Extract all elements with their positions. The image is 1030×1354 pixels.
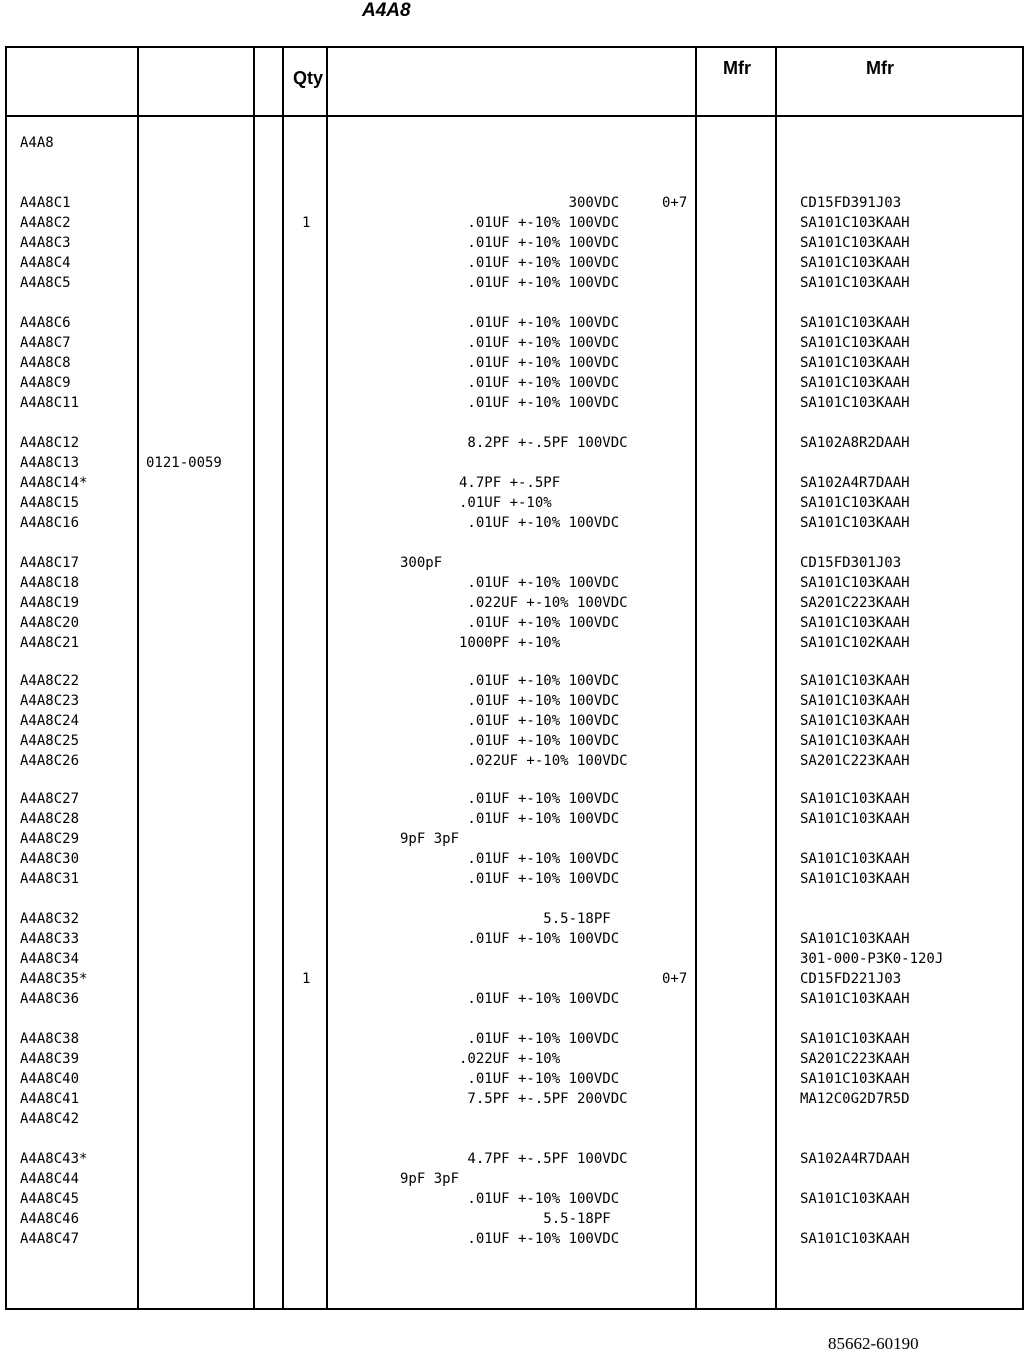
part-ref: A4A8C23 bbox=[20, 693, 80, 709]
table-row bbox=[0, 1230, 1030, 1248]
description: .01UF +-10% 100VDC bbox=[400, 791, 620, 807]
mfr-part-number: SA101C103KAAH bbox=[800, 713, 910, 729]
table-row bbox=[0, 634, 1030, 652]
part-ref: A4A8C17 bbox=[20, 555, 80, 571]
quantity: 1 bbox=[302, 215, 311, 231]
part-ref: A4A8C26 bbox=[20, 753, 80, 769]
mfr-part-number: SA101C103KAAH bbox=[800, 375, 910, 391]
table-row bbox=[0, 274, 1030, 292]
table-row bbox=[0, 910, 1030, 928]
description: .01UF +-10% 100VDC bbox=[400, 1191, 620, 1207]
table-top-border bbox=[5, 46, 1024, 48]
description: 7.5PF +-.5PF 200VDC bbox=[400, 1091, 628, 1107]
column-header-mfr-part: Mfr bbox=[866, 58, 894, 78]
description: .01UF +-10% 100VDC bbox=[400, 733, 620, 749]
description: .01UF +-10% 100VDC bbox=[400, 515, 620, 531]
table-row bbox=[0, 314, 1030, 332]
description: 4.7PF +-.5PF 100VDC bbox=[400, 1151, 628, 1167]
description: .01UF +-10% 100VDC bbox=[400, 235, 620, 251]
mfr-part-number: SA101C103KAAH bbox=[800, 315, 910, 331]
table-row bbox=[0, 990, 1030, 1008]
table-row bbox=[0, 354, 1030, 372]
mfr-part-number: SA101C103KAAH bbox=[800, 235, 910, 251]
table-row bbox=[0, 970, 1030, 988]
mfr-part-number: CD15FD301J03 bbox=[800, 555, 902, 571]
part-ref: A4A8C40 bbox=[20, 1071, 80, 1087]
part-ref: A4A8C22 bbox=[20, 673, 80, 689]
mfr-part-number: SA101C103KAAH bbox=[800, 851, 910, 867]
part-ref: A4A8C16 bbox=[20, 515, 80, 531]
mfr-part-number: SA101C103KAAH bbox=[800, 673, 910, 689]
table-row bbox=[0, 1210, 1030, 1228]
table-row bbox=[0, 1150, 1030, 1168]
description: .01UF +-10% 100VDC bbox=[400, 1231, 620, 1247]
part-ref: A4A8C46 bbox=[20, 1211, 80, 1227]
table-row bbox=[0, 334, 1030, 352]
description: 300VDC bbox=[400, 195, 620, 211]
part-ref: A4A8C13 bbox=[20, 455, 80, 471]
table-row bbox=[0, 1170, 1030, 1188]
mfr-part-number: SA101C103KAAH bbox=[800, 255, 910, 271]
page-title: A4A8 bbox=[362, 0, 411, 21]
part-ref: A4A8C15 bbox=[20, 495, 80, 511]
mfr-part-number: 301-000-P3K0-120J bbox=[800, 951, 944, 967]
part-ref: A4A8C45 bbox=[20, 1191, 80, 1207]
description: .01UF +-10% 100VDC bbox=[400, 1071, 620, 1087]
description: .022UF +-10% bbox=[400, 1051, 561, 1067]
mfr-part-number: SA201C223KAAH bbox=[800, 595, 910, 611]
check-digit: 0+7 bbox=[662, 971, 688, 987]
table-row bbox=[0, 194, 1030, 212]
mfr-part-number: SA101C103KAAH bbox=[800, 515, 910, 531]
mfr-part-number: SA101C103KAAH bbox=[800, 1031, 910, 1047]
part-ref: A4A8C41 bbox=[20, 1091, 80, 1107]
part-ref: A4A8C29 bbox=[20, 831, 80, 847]
part-ref: A4A8C4 bbox=[20, 255, 71, 271]
mfr-part-number: SA102A4R7DAAH bbox=[800, 1151, 910, 1167]
part-ref: A4A8C36 bbox=[20, 991, 80, 1007]
description: 1000PF +-10% bbox=[400, 635, 561, 651]
mfr-part-number: SA101C103KAAH bbox=[800, 693, 910, 709]
description: 4.7PF +-.5PF bbox=[400, 475, 561, 491]
mfr-part-number: SA101C103KAAH bbox=[800, 931, 910, 947]
part-ref: A4A8C28 bbox=[20, 811, 80, 827]
mfr-part-number: SA102A4R7DAAH bbox=[800, 475, 910, 491]
description: .01UF +-10% 100VDC bbox=[400, 215, 620, 231]
description: .01UF +-10% 100VDC bbox=[400, 851, 620, 867]
part-ref: A4A8C30 bbox=[20, 851, 80, 867]
mfr-part-number: SA101C103KAAH bbox=[800, 275, 910, 291]
description: .01UF +-10% 100VDC bbox=[400, 575, 620, 591]
table-row bbox=[0, 454, 1030, 472]
table-row bbox=[0, 810, 1030, 828]
part-ref: A4A8C21 bbox=[20, 635, 80, 651]
part-ref: A4A8C7 bbox=[20, 335, 71, 351]
mfr-part-number: SA101C103KAAH bbox=[800, 215, 910, 231]
table-row bbox=[0, 1190, 1030, 1208]
part-ref: A4A8C27 bbox=[20, 791, 80, 807]
check-digit: 0+7 bbox=[662, 195, 688, 211]
quantity: 1 bbox=[302, 971, 311, 987]
table-row bbox=[0, 394, 1030, 412]
table-row bbox=[0, 374, 1030, 392]
mfr-part-number: SA101C103KAAH bbox=[800, 1191, 910, 1207]
mfr-part-number: SA101C103KAAH bbox=[800, 991, 910, 1007]
mfr-part-number: SA101C103KAAH bbox=[800, 1231, 910, 1247]
description: 9pF 3pF bbox=[400, 831, 460, 847]
part-ref: A4A8C47 bbox=[20, 1231, 80, 1247]
table-row bbox=[0, 930, 1030, 948]
table-row bbox=[0, 254, 1030, 272]
part-ref: A4A8C11 bbox=[20, 395, 80, 411]
mfr-part-number: SA101C103KAAH bbox=[800, 791, 910, 807]
mfr-part-number: CD15FD221J03 bbox=[800, 971, 902, 987]
description: .01UF +-10% 100VDC bbox=[400, 693, 620, 709]
description: 5.5-18PF bbox=[400, 1211, 611, 1227]
part-ref: A4A8 bbox=[20, 135, 54, 151]
part-ref: A4A8C2 bbox=[20, 215, 71, 231]
table-row bbox=[0, 614, 1030, 632]
table-row bbox=[0, 1110, 1030, 1128]
description: 9pF 3pF bbox=[400, 1171, 460, 1187]
table-row bbox=[0, 830, 1030, 848]
table-row bbox=[0, 712, 1030, 730]
document-number: 85662-60190 bbox=[828, 1334, 919, 1353]
description: .01UF +-10% 100VDC bbox=[400, 871, 620, 887]
column-header-mfr-code: Mfr bbox=[723, 58, 751, 78]
mfr-part-number: SA102A8R2DAAH bbox=[800, 435, 910, 451]
mfr-part-number: SA201C223KAAH bbox=[800, 1051, 910, 1067]
description: .01UF +-10% 100VDC bbox=[400, 355, 620, 371]
part-ref: A4A8C9 bbox=[20, 375, 71, 391]
part-ref: A4A8C38 bbox=[20, 1031, 80, 1047]
description: .01UF +-10% 100VDC bbox=[400, 375, 620, 391]
table-bottom-border bbox=[5, 1308, 1024, 1310]
part-ref: A4A8C43* bbox=[20, 1151, 88, 1167]
mfr-part-number: MA12C0G2D7R5D bbox=[800, 1091, 910, 1107]
part-ref: A4A8C24 bbox=[20, 713, 80, 729]
table-row bbox=[0, 1050, 1030, 1068]
table-header-divider bbox=[5, 115, 1024, 117]
description: .01UF +-10% 100VDC bbox=[400, 275, 620, 291]
table-row bbox=[0, 594, 1030, 612]
table-row bbox=[0, 950, 1030, 968]
part-ref: A4A8C12 bbox=[20, 435, 80, 451]
table-row bbox=[0, 574, 1030, 592]
mfr-part-number: SA201C223KAAH bbox=[800, 753, 910, 769]
part-ref: A4A8C31 bbox=[20, 871, 80, 887]
table-row bbox=[0, 672, 1030, 690]
part-ref: A4A8C39 bbox=[20, 1051, 80, 1067]
table-row bbox=[0, 554, 1030, 572]
description: 5.5-18PF bbox=[400, 911, 611, 927]
mfr-part-number: CD15FD391J03 bbox=[800, 195, 902, 211]
table-row bbox=[0, 1030, 1030, 1048]
part-ref: A4A8C25 bbox=[20, 733, 80, 749]
mfr-part-number: SA101C103KAAH bbox=[800, 615, 910, 631]
part-ref: A4A8C18 bbox=[20, 575, 80, 591]
description: .01UF +-10% 100VDC bbox=[400, 1031, 620, 1047]
mfr-part-number: SA101C103KAAH bbox=[800, 355, 910, 371]
description: .01UF +-10% 100VDC bbox=[400, 673, 620, 689]
mfr-part-number: SA101C103KAAH bbox=[800, 495, 910, 511]
description: 8.2PF +-.5PF 100VDC bbox=[400, 435, 628, 451]
table-row bbox=[0, 214, 1030, 232]
table-row bbox=[0, 692, 1030, 710]
table-row bbox=[0, 870, 1030, 888]
description: .01UF +-10% 100VDC bbox=[400, 931, 620, 947]
table-row bbox=[0, 134, 1030, 152]
table-row bbox=[0, 1070, 1030, 1088]
table-row bbox=[0, 514, 1030, 532]
mfr-part-number: SA101C103KAAH bbox=[800, 395, 910, 411]
part-ref: A4A8C5 bbox=[20, 275, 71, 291]
table-row bbox=[0, 494, 1030, 512]
mfr-part-number: SA101C102KAAH bbox=[800, 635, 910, 651]
description: .01UF +-10% bbox=[400, 495, 552, 511]
column-header-qty: Qty bbox=[293, 68, 324, 88]
table-row bbox=[0, 850, 1030, 868]
part-ref: A4A8C44 bbox=[20, 1171, 80, 1187]
part-ref: A4A8C35* bbox=[20, 971, 88, 987]
table-row bbox=[0, 790, 1030, 808]
mfr-part-number: SA101C103KAAH bbox=[800, 1071, 910, 1087]
part-ref: A4A8C34 bbox=[20, 951, 80, 967]
description: .01UF +-10% 100VDC bbox=[400, 615, 620, 631]
part-ref: A4A8C19 bbox=[20, 595, 80, 611]
description: 300pF bbox=[400, 555, 443, 571]
table-row bbox=[0, 752, 1030, 770]
part-ref: A4A8C20 bbox=[20, 615, 80, 631]
table-row bbox=[0, 434, 1030, 452]
mfr-part-number: SA101C103KAAH bbox=[800, 335, 910, 351]
part-ref: A4A8C1 bbox=[20, 195, 71, 211]
part-ref: A4A8C42 bbox=[20, 1111, 80, 1127]
description: .01UF +-10% 100VDC bbox=[400, 811, 620, 827]
part-ref: A4A8C33 bbox=[20, 931, 80, 947]
description: .01UF +-10% 100VDC bbox=[400, 713, 620, 729]
table-row bbox=[0, 732, 1030, 750]
mfr-part-number: SA101C103KAAH bbox=[800, 575, 910, 591]
part-ref: A4A8C32 bbox=[20, 911, 80, 927]
part-ref: A4A8C6 bbox=[20, 315, 71, 331]
description: .01UF +-10% 100VDC bbox=[400, 255, 620, 271]
description: .01UF +-10% 100VDC bbox=[400, 315, 620, 331]
description: .01UF +-10% 100VDC bbox=[400, 991, 620, 1007]
part-ref: A4A8C8 bbox=[20, 355, 71, 371]
part-number: 0121-0059 bbox=[146, 455, 222, 471]
mfr-part-number: SA101C103KAAH bbox=[800, 871, 910, 887]
mfr-part-number: SA101C103KAAH bbox=[800, 733, 910, 749]
table-row bbox=[0, 474, 1030, 492]
part-ref: A4A8C14* bbox=[20, 475, 88, 491]
description: .022UF +-10% 100VDC bbox=[400, 753, 628, 769]
mfr-part-number: SA101C103KAAH bbox=[800, 811, 910, 827]
description: .022UF +-10% 100VDC bbox=[400, 595, 628, 611]
table-row bbox=[0, 1090, 1030, 1108]
description: .01UF +-10% 100VDC bbox=[400, 395, 620, 411]
table-row bbox=[0, 234, 1030, 252]
part-ref: A4A8C3 bbox=[20, 235, 71, 251]
description: .01UF +-10% 100VDC bbox=[400, 335, 620, 351]
